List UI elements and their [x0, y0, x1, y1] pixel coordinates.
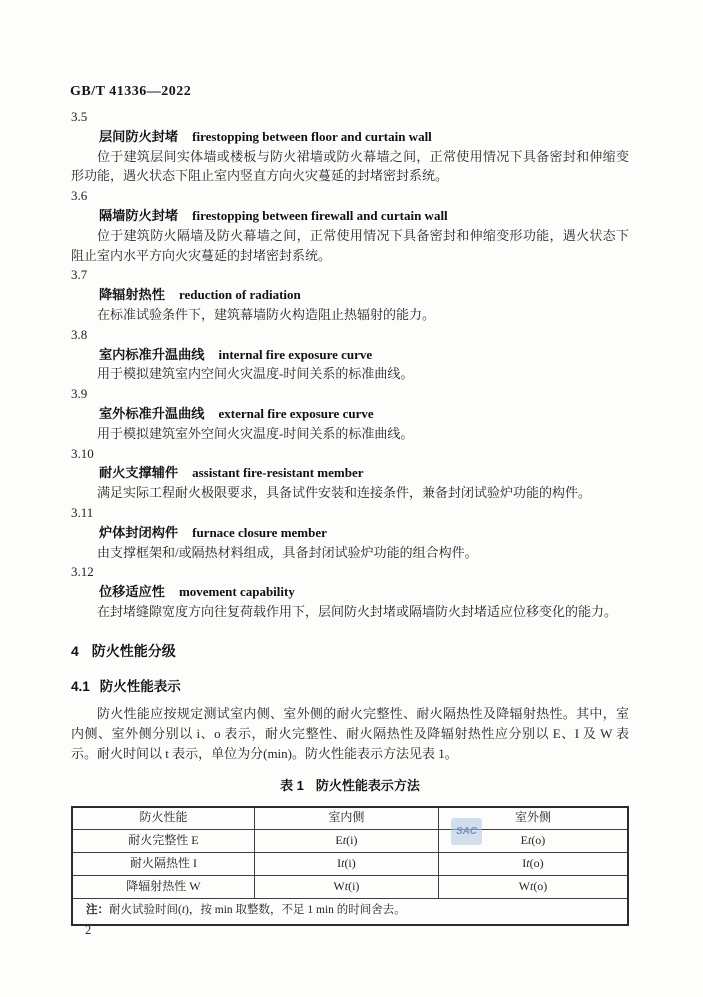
definition-number: 3.6 [71, 188, 88, 204]
definition-3-7 [71, 265, 629, 324]
table-1-caption-title: 防火性能表示方法 [315, 777, 420, 793]
table-header-cell: 室外侧 [438, 807, 628, 830]
definition-term [71, 206, 629, 226]
term-chinese: 室外标准升温曲线 [99, 405, 205, 421]
table-note-row [72, 898, 628, 925]
table-1-caption [71, 776, 629, 796]
table-row [72, 829, 628, 852]
sac-watermark-logo [451, 818, 482, 845]
standard-code-header: GB/T 41336—2022 [70, 84, 192, 99]
table-note-cell: 注：耐火试验时间(t)，按 min 取整数，不足 1 min 的时间舍去。 [72, 898, 628, 925]
page-content [71, 107, 629, 926]
section-4-title: 防火性能分级 [91, 642, 176, 659]
indoor-value-cell: It(i) [254, 852, 438, 875]
table-header-cell: 防火性能 [72, 807, 254, 830]
note-label: 注： [86, 904, 109, 917]
definition-3-10 [71, 444, 629, 503]
definition-number: 3.8 [71, 326, 88, 342]
definition-term [71, 285, 629, 305]
table-header-row [72, 807, 628, 830]
definition-body: 位于建筑防火隔墙及防火幕墙之间，正常使用情况下具备密封和伸缩变形功能，遇火状态下阻止室内水平方向火灾蔓延的封堵密封系统。 [71, 227, 629, 263]
definition-3-6 [71, 186, 629, 265]
section-4-1-title: 防火性能表示 [99, 678, 181, 694]
definition-term [71, 127, 629, 147]
definition-term [71, 582, 629, 602]
definition-body: 在封堵缝隙宽度方向往复荷载作用下，层间防火封堵或隔墙防火封堵适应位移变化的能力。 [97, 603, 618, 619]
definition-number: 3.12 [71, 564, 94, 580]
section-4-1-number: 4.1 [71, 678, 90, 694]
section-4-1-paragraph: 防火性能应按规定测试室内侧、室外侧的耐火完整性、耐火隔热性及降辐射热性。其中，室内侧、室外侧分别以 i、o 表示，耐火完整性、耐火隔热性及降辐射热性应分别以 E、I 及 W 表示。耐火时间以 t 表示，单位为分(min)。防火性能表示方法见表 1。 [71, 706, 629, 761]
term-chinese: 炉体封闭构件 [99, 524, 179, 540]
definition-term [71, 523, 629, 543]
definition-number: 3.10 [71, 445, 94, 461]
definition-number: 3.9 [71, 386, 88, 402]
term-chinese: 层间防火封堵 [99, 128, 179, 144]
page-number: 2 [85, 923, 92, 937]
term-english: internal fire exposure curve [218, 346, 373, 362]
term-english: movement capability [178, 584, 295, 600]
definition-3-8 [71, 325, 629, 384]
definition-body: 由支撑框架和/或隔热材料组成，具备封闭试验炉功能的组合构件。 [97, 544, 478, 560]
definition-body: 用于模拟建筑室外空间火灾温度-时间关系的标准曲线。 [97, 425, 414, 441]
term-chinese: 隔墙防火封堵 [99, 207, 179, 223]
definition-body: 在标准试验条件下，建筑幕墙防火构造阻止热辐射的能力。 [97, 306, 436, 322]
indoor-value-cell: Et(i) [254, 829, 438, 852]
term-english: reduction of radiation [178, 287, 301, 303]
table-header-cell: 室内侧 [254, 807, 438, 830]
term-english: external fire exposure curve [218, 405, 374, 421]
section-4-number: 4 [71, 642, 79, 659]
outdoor-value-cell: Wt(o) [438, 875, 628, 898]
term-english: assistant fire-resistant member [192, 465, 364, 481]
sac-watermark-text: SAC [455, 826, 478, 837]
term-english: firestopping between firewall and curtain wall [192, 207, 448, 223]
table-row [72, 875, 628, 898]
outdoor-value-cell: Et(o) [438, 829, 628, 852]
terms-definitions-section [71, 107, 629, 622]
definition-number: 3.7 [71, 267, 88, 283]
definition-3-5 [71, 107, 629, 186]
definition-3-12 [71, 562, 629, 621]
definition-term [71, 404, 629, 424]
term-chinese: 位移适应性 [99, 584, 165, 600]
term-english: firestopping between floor and curtain wall [192, 128, 432, 144]
definition-number: 3.11 [71, 504, 94, 520]
outdoor-value-cell: It(o) [438, 852, 628, 875]
definition-3-9 [71, 384, 629, 443]
term-chinese: 降辐射热性 [99, 287, 165, 303]
fire-performance-table [71, 806, 629, 926]
definition-body: 用于模拟建筑室内空间火灾温度-时间关系的标准曲线。 [97, 366, 414, 382]
definition-3-11 [71, 503, 629, 562]
definition-body: 位于建筑层间实体墙或楼板与防火裙墙或防火幕墙之间，正常使用情况下具备密封和伸缩变形功能，遇火状态下阻止室内竖直方向火灾蔓延的封堵密封系统。 [71, 148, 629, 184]
definition-number: 3.5 [71, 109, 88, 124]
indoor-value-cell: Wt(i) [254, 875, 438, 898]
term-chinese: 耐火支撑辅件 [99, 465, 179, 481]
performance-name-cell: 降辐射热性 W [72, 875, 254, 898]
definition-term [71, 463, 629, 483]
section-4-1-heading [71, 677, 629, 697]
performance-name-cell: 耐火隔热性 I [72, 852, 254, 875]
definition-term [71, 345, 629, 365]
table-row [72, 852, 628, 875]
definition-body: 满足实际工程耐火极限要求，具备试件安装和连接条件，兼备封闭试验炉功能的构件。 [97, 485, 592, 501]
table-1-caption-label: 表 1 [280, 777, 304, 793]
section-4-heading [71, 642, 629, 662]
performance-name-cell: 耐火完整性 E [72, 829, 254, 852]
term-english: furnace closure member [192, 524, 327, 540]
term-chinese: 室内标准升温曲线 [99, 346, 205, 362]
